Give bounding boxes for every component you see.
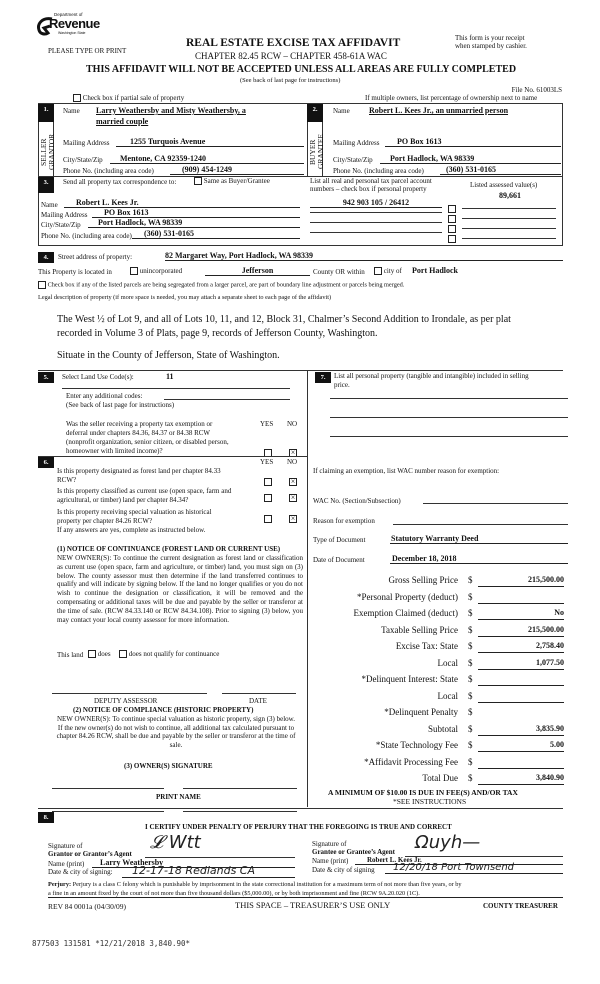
situate-text: Situate in the County of Jefferson, State of Washington. [57, 350, 280, 361]
fee-row [320, 707, 570, 722]
current-use-no-checkbox[interactable]: × [290, 493, 296, 503]
fee-label: *State Technology Fee [375, 740, 458, 750]
fee-label: Gross Selling Price [388, 575, 458, 585]
perjury-certification: I CERTIFY UNDER PENALTY OF PERJURY THAT THE FOREGOING IS TRUE AND CORRECT [145, 823, 452, 831]
fee-row [320, 740, 570, 755]
buyer-mailing-address[interactable]: PO Box 1613 [385, 137, 561, 147]
document-date[interactable]: December 18, 2018 [390, 554, 568, 564]
wac-number-field[interactable] [423, 503, 568, 504]
section-2-badge: 2. [307, 104, 323, 122]
fee-label: Subtotal [427, 723, 458, 734]
fee-row [320, 575, 570, 590]
dollar-sign: $ [468, 657, 473, 668]
seller-city-state-zip[interactable]: Mentone, CA 92359-1240 [110, 154, 304, 164]
parcel-number[interactable]: 942 903 105 / 26412 [310, 198, 442, 208]
minimum-note: A MINIMUM OF $10.00 IS DUE IN FEE(S) AND/OR TAX [328, 788, 518, 797]
treasurer-stamp: 877503 131581 *12/21/2018 3,840.90* [32, 939, 191, 948]
perjury-notice: Perjury: Perjury is a class C felony which is punishable by imprisonment in the state correctional institution for a maximum term of not more than five years, or by [48, 881, 462, 888]
fee-row [320, 724, 570, 739]
fee-value[interactable]: 1,077.50 [478, 658, 564, 670]
grantee-print-name[interactable]: Robert L. Kees Jr. [355, 856, 563, 865]
correspondence-phone[interactable]: (360) 531-0165 [132, 229, 300, 239]
buyer-city-state-zip[interactable]: Port Hadlock, WA 98339 [380, 154, 561, 164]
correspondence-mailing[interactable]: PO Box 1613 [92, 208, 300, 218]
same-as-buyer-checkbox[interactable]: Same as Buyer/Grantee [194, 177, 270, 185]
fee-row [320, 658, 570, 673]
fee-value[interactable]: 215,500.00 [478, 575, 564, 587]
type-or-print-note: PLEASE TYPE OR PRINT [48, 47, 127, 55]
does-not-qualify-checkbox[interactable]: does not qualify for continuance [119, 650, 219, 658]
fee-row [320, 625, 570, 640]
notice-continuance-title: (1) NOTICE OF CONTINUANCE (FOREST LAND OR CURRENT USE) [57, 545, 281, 553]
fee-label: *Personal Property (deduct) [357, 591, 458, 602]
fee-value[interactable] [478, 674, 564, 686]
notice-continuance-text: NEW OWNER(S): To continue the current designation as forest land or classification as current use (open space, farm and agriculture, or timber) land, you must sign on (3) below. The county assessor must then determine if the land transferred continues to qualify and will indicate by signing below. If the land no longer qualifies or you do not wish to continue the designation or classification, it will be removed and the compensating or additional taxes will be due and payable by the seller or transferor at the time of sale. (RCW 84.33.140 or RCW 84.34.108). Prior to signing (3) below, you may contact your local county assessor for more information. [57, 554, 303, 624]
exemption-reason-field[interactable] [393, 524, 568, 525]
buyer-phone[interactable]: (360) 531-0165 [440, 165, 561, 175]
land-use-code[interactable]: 11 [166, 372, 174, 381]
partial-sale-checkbox[interactable]: Check box if partial sale of property [73, 94, 184, 102]
property-street-address[interactable]: 82 Margaret Way, Port Hadlock, WA 98339 [165, 251, 563, 261]
section-1-badge: 1. [38, 104, 54, 122]
grantor-print-name[interactable]: Larry Weathersby [92, 858, 295, 868]
county-treasurer-label: COUNTY TREASURER [483, 902, 558, 910]
section-5-badge: 5. [38, 372, 54, 383]
fee-row [320, 691, 570, 706]
historical-yes-checkbox[interactable] [264, 510, 272, 528]
fee-row [320, 608, 570, 623]
correspondence-city[interactable]: Port Hadlock, WA 98339 [88, 218, 300, 228]
fee-label: Exemption Claimed (deduct) [353, 608, 458, 618]
section-7-badge: 7. [315, 372, 331, 383]
dollar-sign: $ [468, 707, 473, 717]
city-field[interactable]: Port Hadlock [412, 266, 458, 275]
see-instructions: *SEE INSTRUCTIONS [393, 797, 467, 806]
receipt-note-2: when stamped by cashier. [455, 42, 527, 50]
dollar-sign: $ [468, 773, 473, 783]
see-back-note: (See back of last page for instructions) [240, 77, 341, 84]
owner-signature-label: (3) OWNER(S) SIGNATURE [124, 762, 213, 770]
seller-mailing-address[interactable]: 1255 Turquois Avenue [116, 137, 304, 147]
seller-grantor-label: SELLER GRANTOR [39, 133, 56, 171]
fee-value[interactable]: 5.00 [478, 740, 564, 752]
form-title: REAL ESTATE EXCISE TAX AFFIDAVIT [186, 37, 401, 49]
dollar-sign: $ [468, 624, 473, 635]
document-type[interactable]: Statutory Warranty Deed [390, 534, 568, 544]
fee-label: Total Due [422, 773, 458, 783]
county-field[interactable]: Jefferson [205, 266, 310, 276]
fee-label: *Affidavit Processing Fee [364, 756, 458, 767]
warning-banner: THIS AFFIDAVIT WILL NOT BE ACCEPTED UNLESS ALL AREAS ARE FULLY COMPLETED [86, 64, 517, 75]
exemption-no-checkbox[interactable]: × [290, 448, 296, 458]
receipt-note-1: This form is your receipt [455, 34, 525, 42]
fee-row [320, 757, 570, 772]
fee-value[interactable]: 215,500.00 [478, 625, 564, 637]
correspondence-name[interactable]: Robert L. Kees Jr. [64, 198, 300, 208]
fee-row [320, 773, 570, 788]
fee-label: Taxable Selling Price [381, 624, 458, 635]
fee-row [320, 674, 570, 689]
dor-logo: Department of Revenue Washington State [36, 12, 98, 40]
assessed-value[interactable]: 89,661 [499, 191, 521, 200]
segregated-checkbox[interactable]: Check box if any of the listed parcels are being segregated from a larger parcel, are part of boundary line adjustment or parcels being merged. [38, 281, 404, 289]
fee-label: Local [437, 690, 458, 701]
seller-name-cont[interactable]: married couple [96, 117, 149, 126]
grantee-signature[interactable]: Ωuyh— [415, 832, 481, 853]
fee-row [320, 592, 570, 607]
dollar-sign: $ [468, 575, 473, 585]
fee-value[interactable] [478, 592, 564, 604]
section-4-badge: 4. [38, 252, 54, 263]
current-use-yes-checkbox[interactable] [264, 489, 272, 507]
fee-value[interactable] [478, 691, 564, 703]
grantor-date-city[interactable]: 12-17-18 Redlands CA [122, 864, 295, 878]
chapter-line: CHAPTER 82.45 RCW – CHAPTER 458-61A WAC [195, 51, 387, 61]
grantor-signature[interactable]: 𝓛 Wtt [150, 832, 201, 853]
dollar-sign: $ [468, 690, 473, 701]
buyer-grantee-label: BUYER GRANTEE [308, 134, 325, 170]
fee-value[interactable]: 2,758.40 [478, 641, 564, 653]
dollar-sign: $ [468, 756, 473, 767]
seller-name[interactable]: Larry Weathersby and Misty Weathersby, a [96, 106, 246, 115]
section-3-badge: 3. [38, 177, 54, 193]
grantee-date-city[interactable]: 12/20/18 Port Townsend [385, 862, 563, 874]
notice-compliance-text: NEW OWNER(S): To continue special valuation as historic property, sign (3) below. If the new owner(s) do not wish to continue, all additional tax calculated pursuant to chapter 84.26 RCW, shall be due and payable by the seller or transferor at the time of sale. [56, 715, 296, 749]
fee-row [320, 641, 570, 656]
dollar-sign: $ [468, 608, 473, 618]
legal-description-1: The West ½ of Lot 9, and all of Lots 10, 11, and 12, Block 31, Chalmer’s Second Addition to Irondale, as per plat [57, 314, 511, 325]
dollar-sign: $ [468, 723, 473, 734]
dollar-sign: $ [468, 740, 473, 750]
qualifies-checkbox[interactable]: does [88, 650, 111, 658]
dollar-sign: $ [468, 674, 473, 684]
fee-value[interactable]: No [478, 608, 564, 620]
fee-label: Excise Tax: State [395, 641, 458, 651]
fee-value[interactable]: 3,840.90 [478, 773, 564, 785]
fee-label: Local [437, 657, 458, 668]
dollar-sign: $ [468, 641, 473, 651]
legal-description-2: recorded in Volume 3 of Plats, page 9, records of Jefferson County, Washington. [57, 328, 378, 339]
city-checkbox[interactable]: city of [374, 267, 402, 275]
dollar-sign: $ [468, 591, 473, 602]
treasurer-space-label: THIS SPACE – TREASURER’S USE ONLY [235, 900, 391, 910]
section-8-badge: 8. [38, 812, 54, 823]
fee-value[interactable] [478, 757, 564, 769]
notice-compliance-title: (2) NOTICE OF COMPLIANCE (HISTORIC PROPERTY) [73, 706, 254, 714]
historical-no-checkbox[interactable]: × [290, 514, 296, 524]
fee-value[interactable]: 3,835.90 [478, 724, 564, 736]
fee-label: *Delinquent Interest: State [361, 674, 458, 684]
file-number: File No. 61003LS [511, 86, 562, 94]
forest-land-no-checkbox[interactable]: × [290, 477, 296, 487]
form-revision: REV 84 0001a (04/30/09) [48, 902, 126, 911]
seller-phone[interactable]: (909) 454-1249 [170, 165, 304, 175]
multiple-owners-note: If multiple owners, list percentage of ownership next to name [365, 94, 538, 102]
personal-property-checkbox[interactable] [448, 230, 456, 248]
buyer-name[interactable]: Robert L. Kees Jr., an unmarried person [369, 106, 509, 115]
section-6-badge: 6. [38, 457, 54, 468]
unincorporated-checkbox[interactable]: unincorporated [130, 267, 182, 275]
fee-label: *Delinquent Penalty [384, 707, 458, 717]
